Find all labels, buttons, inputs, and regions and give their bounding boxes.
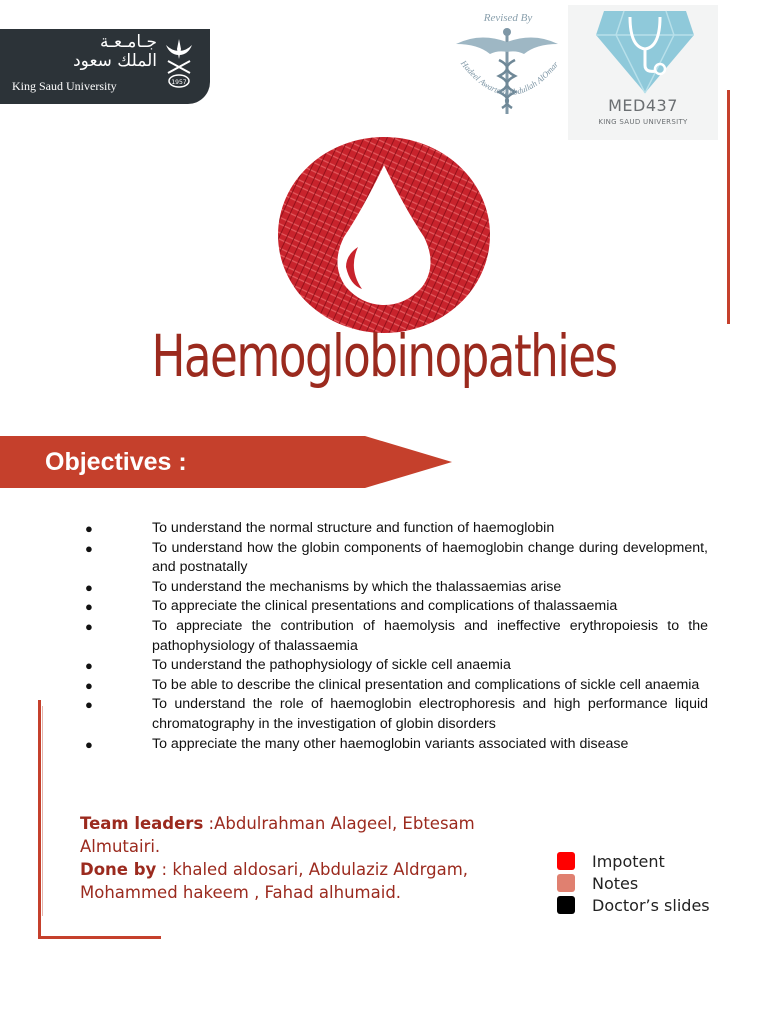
ksu-emblem-year: 1957 — [171, 79, 187, 86]
team-leaders-names: :Abdulrahman Alageel, Ebtesam Almutairi. — [80, 814, 475, 856]
ksu-logo — [0, 29, 210, 104]
legend-swatch — [557, 874, 575, 892]
bullet-icon: ● — [85, 677, 93, 693]
legend-label: Impotent — [592, 851, 665, 871]
legend-swatch — [557, 896, 575, 914]
objective-item — [80, 676, 708, 696]
legend-swatch — [557, 852, 575, 870]
objective-item — [80, 735, 708, 755]
objective-text: To understand the pathophysiology of sickle cell anaemia — [152, 657, 511, 674]
objective-item — [80, 578, 708, 598]
objective-item — [80, 617, 708, 656]
objectives-heading: Objectives : — [45, 448, 187, 476]
done-by-label: Done by — [80, 860, 157, 879]
color-legend — [557, 850, 710, 916]
team-leaders-label: Team leaders — [80, 814, 204, 833]
done-by-names: : khaled aldosari, Abdulaziz Aldrgam, Mohammed hakeem , Fahad alhumaid. — [80, 860, 469, 902]
bullet-icon: ● — [85, 736, 93, 752]
objective-item — [80, 695, 708, 734]
objectives-list — [80, 519, 708, 754]
team-credits — [80, 812, 520, 904]
objective-text: To understand how the globin components of haemoglobin change during development, and postnatally — [152, 539, 708, 576]
ksu-arabic-name — [22, 33, 157, 71]
left-bracket-inner-line — [42, 706, 43, 916]
bullet-icon: ● — [85, 658, 93, 674]
objective-text: To understand the mechanisms by which the thalassaemias arise — [152, 578, 562, 595]
legend-label: Doctor’s slides — [592, 895, 710, 915]
bullet-icon: ● — [85, 540, 93, 556]
objective-text: To be able to describe the clinical presentation and complications of sickle cell anaemia — [152, 676, 700, 693]
bullet-icon: ● — [85, 618, 93, 634]
revised-names-text: Hadeel Awartani Abdullah AlOmar — [458, 58, 561, 98]
svg-text:Hadeel Awartani Abdullah AlOma — [458, 58, 560, 98]
ksu-emblem-icon — [160, 35, 198, 91]
legend-item — [557, 850, 710, 872]
revised-by-label: Revised By — [483, 12, 533, 24]
ksu-arabic-line1: جـامـعـة — [99, 32, 157, 52]
blood-drop-icon — [276, 135, 492, 335]
objective-text: To appreciate the many other haemoglobin variants associated with disease — [152, 735, 629, 752]
legend-item — [557, 872, 710, 894]
bullet-icon: ● — [85, 579, 93, 595]
objective-item — [80, 519, 708, 539]
med437-subtitle: KING SAUD UNIVERSITY — [598, 118, 688, 126]
med437-title: MED437 — [608, 96, 678, 115]
objective-item — [80, 597, 708, 617]
page-title: Haemoglobinopathies — [151, 322, 617, 390]
objective-text: To understand the normal structure and function of haemoglobin — [152, 520, 555, 536]
ksu-arabic-line2: الملك سعود — [73, 51, 157, 71]
objective-text: To appreciate the clinical presentations and complications of thalassaemia — [152, 598, 618, 615]
diamond-stethoscope-icon — [594, 7, 696, 95]
legend-label: Notes — [592, 873, 639, 893]
objective-item — [80, 539, 708, 578]
bullet-icon: ● — [85, 599, 93, 615]
legend-item — [557, 894, 710, 916]
bullet-icon: ● — [85, 521, 93, 536]
right-accent-bar — [727, 90, 730, 324]
objective-text: To appreciate the contribution of haemolysis and ineffective erythropoiesis to the pathophysiology of thalassaemia — [152, 617, 708, 654]
objective-item — [80, 656, 708, 676]
revised-by-names — [452, 50, 567, 120]
objective-text: To understand the role of haemoglobin electrophoresis and high performance liquid chromatography in the investigation of globin disorders — [152, 696, 708, 732]
bullet-icon: ● — [85, 697, 93, 713]
ksu-english-name: King Saud University — [12, 79, 117, 93]
